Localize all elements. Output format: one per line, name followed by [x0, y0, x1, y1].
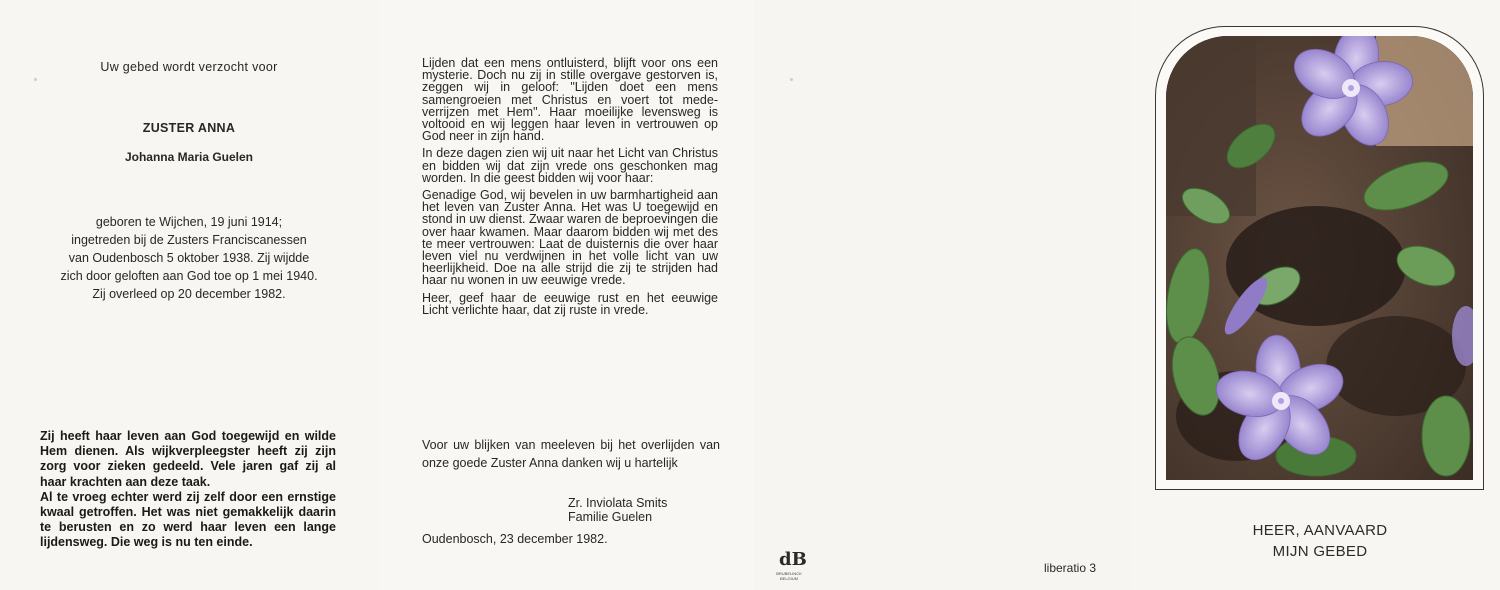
- panel-biography: [0, 0, 378, 590]
- bio-line: geboren te Wijchen, 19 juni 1914;: [95, 215, 283, 229]
- deceased-name: ZUSTER ANNA: [142, 121, 236, 135]
- deceased-full-name: Johanna Maria Guelen: [124, 150, 254, 164]
- prayer-text: [422, 57, 718, 321]
- bio-line: ingetreden bij de Zusters Franciscanessen: [71, 233, 307, 247]
- paper-speck: [790, 78, 793, 81]
- life-story: [40, 429, 336, 551]
- flower-illustration: [1166, 36, 1473, 480]
- publisher-mark: dB: [779, 549, 807, 570]
- series-label: liberatio 3: [1044, 561, 1097, 575]
- prayer-paragraph: Lijden dat een mens ontluisterd, blijft voor ons een mysterie. Doch nu zij in stille overgave gestorven is, zeggen wij in geloof: "Lijden doet een mens samengroeien met Christus en voert tot mede-verrijzen met Hem". Haar moeilijke levensweg is voltooid en wij leggen haar leven in vertrouwen op God neer in zijn hand.: [422, 56, 718, 144]
- panel-prayer: [378, 0, 754, 590]
- paper-speck: [34, 78, 37, 81]
- cover-title: [1200, 520, 1440, 562]
- cover-title-line: MIJN GEBED: [1272, 543, 1368, 560]
- biography-block: [30, 213, 348, 303]
- bio-line: zich door geloften aan God toe op 1 mei 1940.: [60, 269, 318, 283]
- life-paragraph: Al te vroeg echter werd zij zelf door een ernstige kwaal getroffen. Het was niet gemakkelijk daarin te berusten en zo werd haar leven een lange lijdensweg. Die weg is nu ten einde.: [40, 489, 336, 550]
- place-date: Oudenbosch, 23 december 1982.: [422, 532, 608, 546]
- periwinkle-photo: [1166, 36, 1473, 480]
- life-paragraph: Zij heeft haar leven aan God toegewijd en wilde Hem dienen. Als wijkverpleegster heeft zij zijn zorg voor zieken gedeeld. Vele jaren gaf zij al haar krachten aan deze taak.: [40, 429, 336, 489]
- prayer-paragraph: Genadige God, wij bevelen in uw barmhartigheid aan het leven van Zuster Anna. Het was U toegewijd en stond in uw dienst. Zwaar waren de beproevingen die over haar kwamen. Maar daarom bidden wij met des te meer vertrouwen: Laat de duisternis die over haar leven viel nu verdwijnen in het volle licht van uw heerlijkheid. Doe na alle strijd die zij te strijden had haar nu wonen in uw eeuwige vrede.: [422, 188, 719, 288]
- prayer-paragraph: In deze dagen zien wij uit naar het Licht van Christus en bidden wij dat zijn vrede ons geschonken mag worden. In die geest bidden wij voor haar:: [422, 146, 718, 185]
- prayer-paragraph: Heer, geef haar de eeuwige rust en het eeuwige Licht verlichte haar, dat zij ruste in vrede.: [422, 290, 718, 317]
- publisher-logo: [774, 549, 807, 585]
- bio-line: Zij overleed op 20 december 1982.: [92, 287, 286, 301]
- thanks-text: Voor uw blijken van meeleven bij het overlijden van onze goede Zuster Anna danken wij u hartelijk: [422, 438, 720, 470]
- signers-block: [568, 496, 667, 524]
- cover-title-line: HEER, AANVAARD: [1252, 522, 1388, 539]
- prayer-request-text: Uw gebed wordt verzocht voor: [100, 60, 278, 74]
- publisher-text: BRUBELINCK BELGIUM: [776, 571, 802, 581]
- signer-name: Familie Guelen: [568, 510, 653, 524]
- signer-name: Zr. Inviolata Smits: [568, 496, 668, 510]
- panel-back: [754, 0, 1130, 590]
- bio-line: van Oudenbosch 5 oktober 1938. Zij wijdde: [68, 251, 310, 265]
